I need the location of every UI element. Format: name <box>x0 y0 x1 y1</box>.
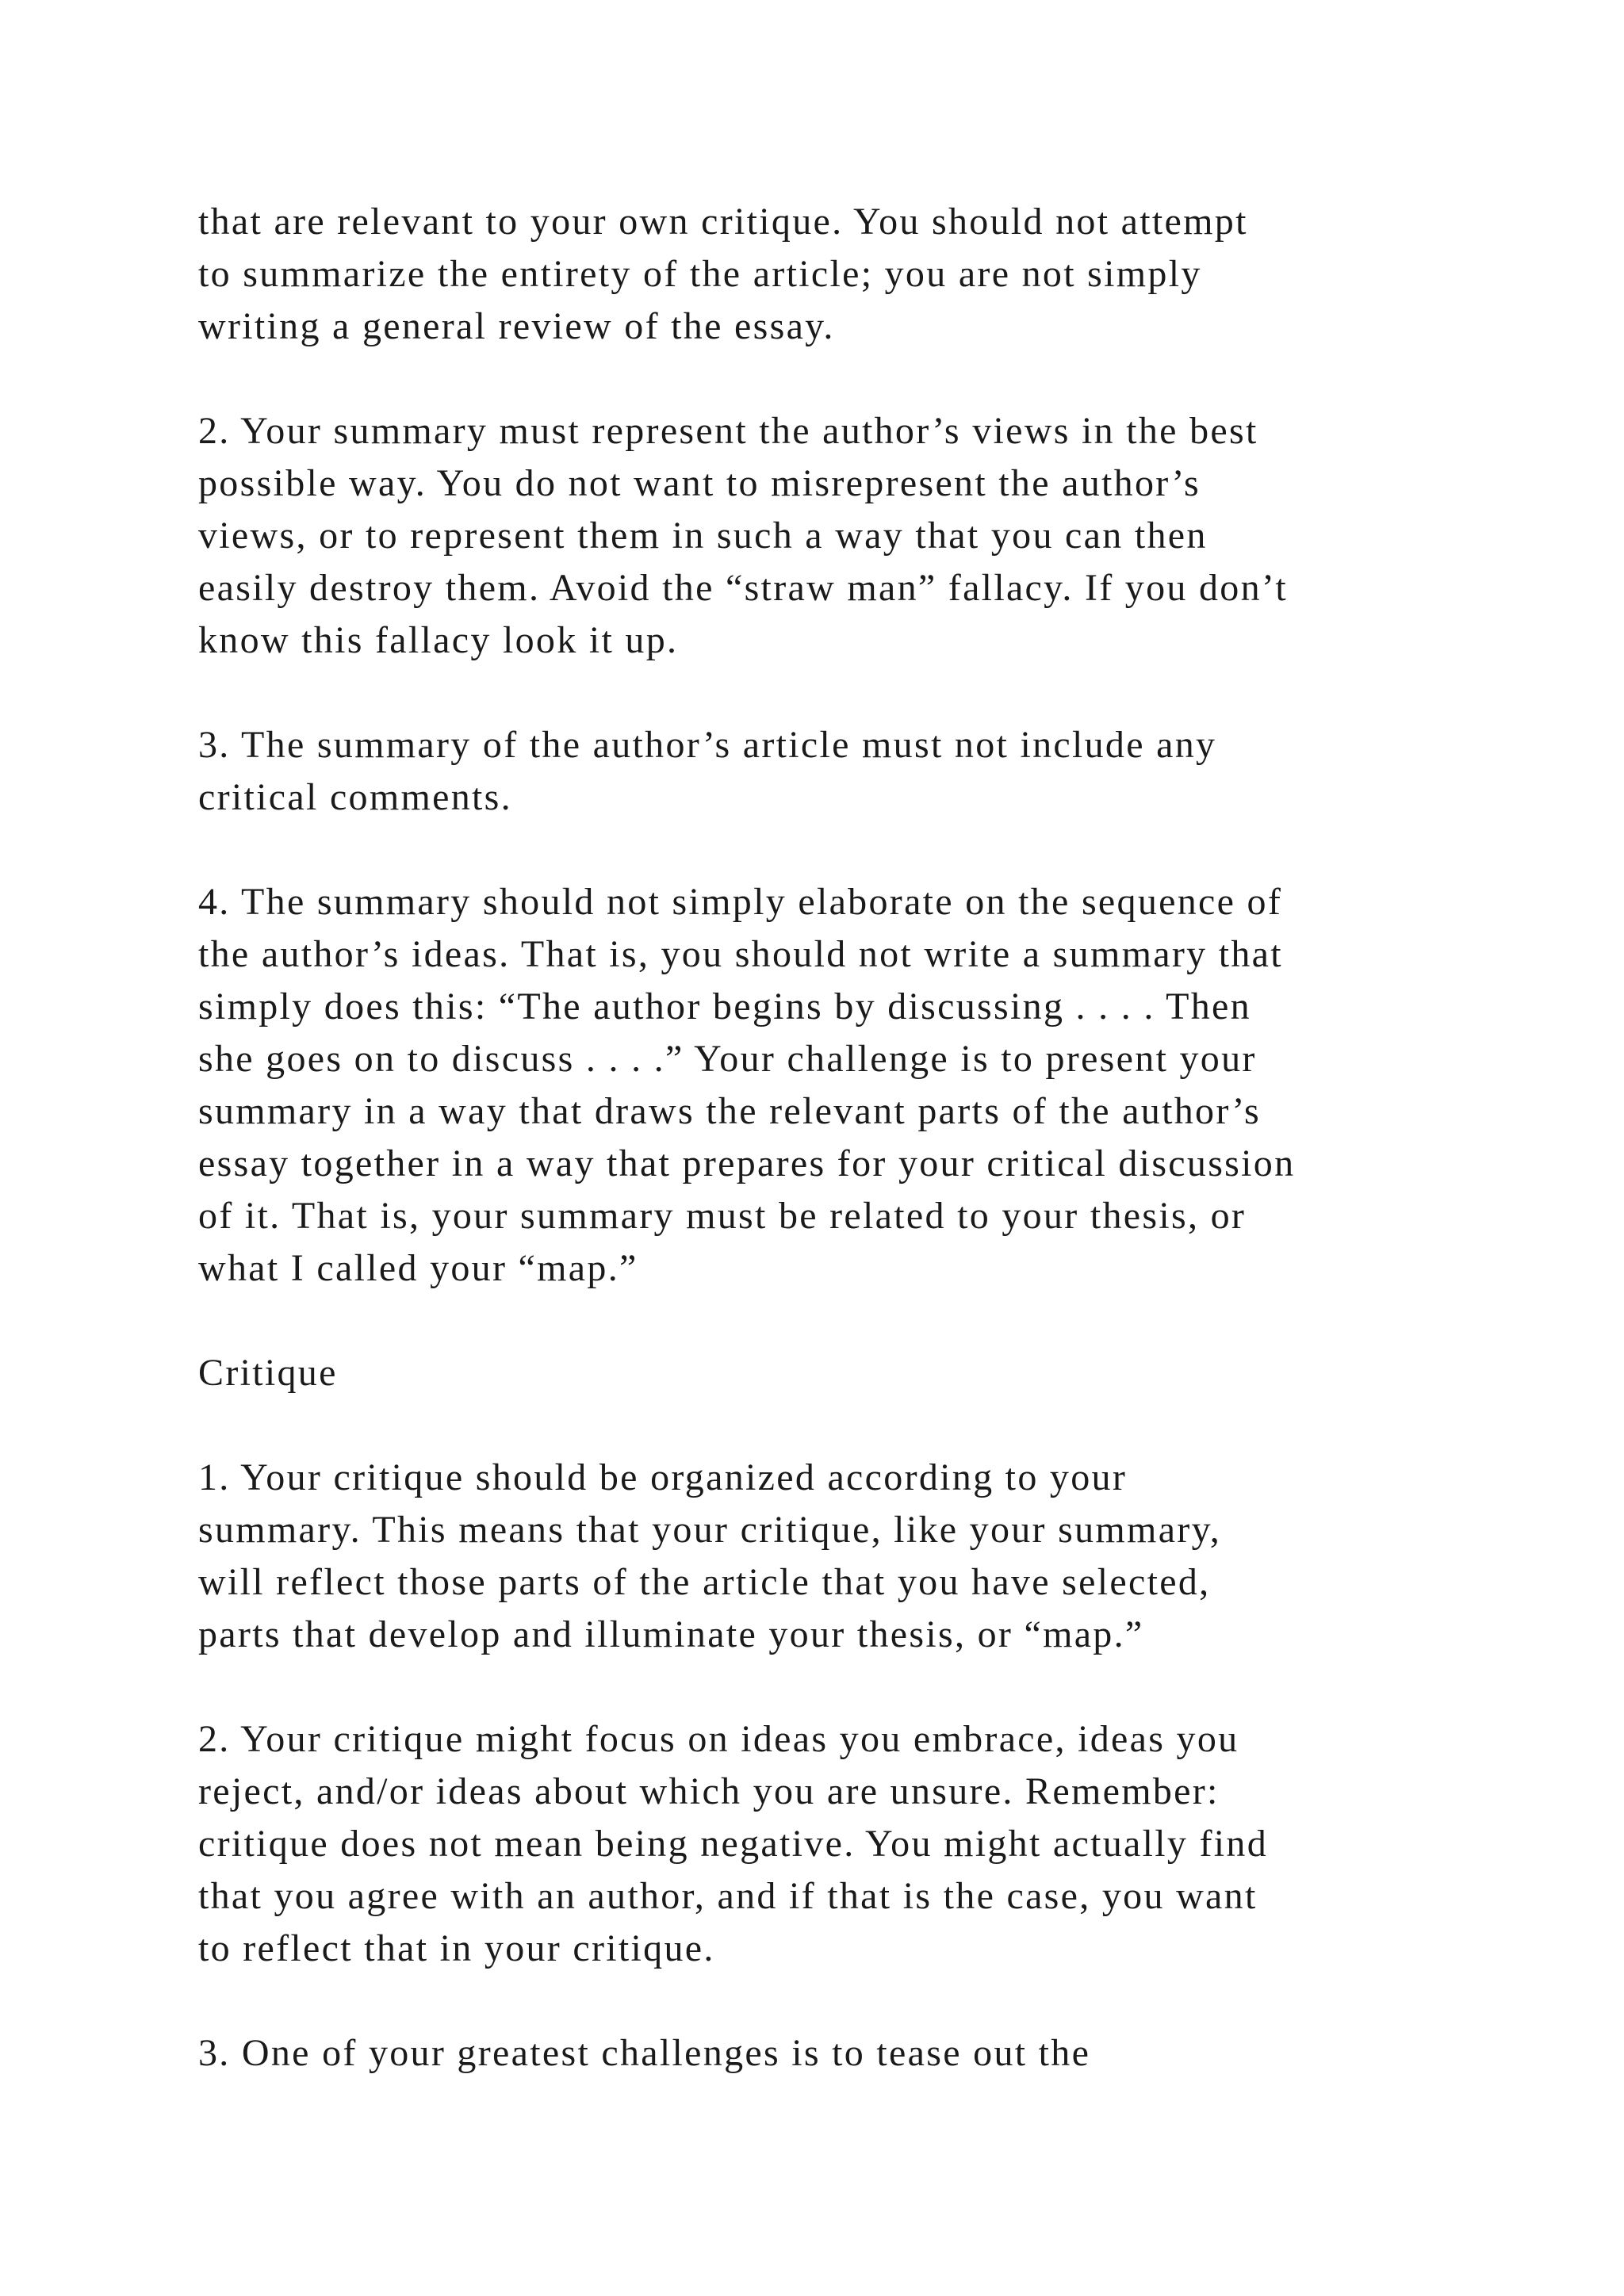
text-line: critical comments. <box>198 776 512 818</box>
text-line: parts that develop and illuminate your thesis, or “map.” <box>198 1613 1144 1655</box>
paragraph-critique-item-3 <box>198 2027 1515 2080</box>
paragraph-summary-item-4 <box>198 876 1515 1295</box>
text-line: views, or to represent them in such a way that you can then <box>198 515 1208 557</box>
paragraph-summary-item-3 <box>198 719 1515 824</box>
text-line: 3. The summary of the author’s article must not include any <box>198 724 1217 766</box>
text-line: that are relevant to your own critique. You should not attempt <box>198 201 1248 243</box>
text-line: know this fallacy look it up. <box>198 619 679 661</box>
paragraph-intro-continued <box>198 196 1515 353</box>
text-line: writing a general review of the essay. <box>198 305 835 347</box>
paragraph-critique-item-2 <box>198 1713 1515 1975</box>
text-line: will reflect those parts of the article that you have selected, <box>198 1561 1211 1603</box>
section-heading-text: Critique <box>198 1352 338 1394</box>
document-body <box>198 196 1515 2132</box>
text-line: of it. That is, your summary must be related to your thesis, or <box>198 1195 1247 1237</box>
text-line: 2. Your critique might focus on ideas you embrace, ideas you <box>198 1718 1239 1760</box>
text-line: to reflect that in your critique. <box>198 1927 715 1969</box>
text-line: what I called your “map.” <box>198 1247 638 1289</box>
text-line: to summarize the entirety of the article; you are not simply <box>198 253 1202 295</box>
text-line: 3. One of your greatest challenges is to tease out the <box>198 2032 1091 2074</box>
text-line: summary. This means that your critique, like your summary, <box>198 1509 1222 1551</box>
section-heading-critique <box>198 1347 1515 1399</box>
text-line: essay together in a way that prepares for your critical discussion <box>198 1142 1296 1184</box>
text-line: she goes on to discuss . . . .” Your challenge is to present your <box>198 1038 1257 1080</box>
text-line: critique does not mean being negative. You might actually find <box>198 1823 1269 1865</box>
text-line: reject, and/or ideas about which you are unsure. Remember: <box>198 1770 1220 1812</box>
text-line: 4. The summary should not simply elaborate on the sequence of <box>198 881 1283 923</box>
text-line: summary in a way that draws the relevant parts of the author’s <box>198 1090 1262 1132</box>
paragraph-critique-item-1 <box>198 1452 1515 1661</box>
text-line: simply does this: “The author begins by discussing . . . . Then <box>198 985 1251 1027</box>
text-line: that you agree with an author, and if that is the case, you want <box>198 1875 1258 1917</box>
text-line: easily destroy them. Avoid the “straw man” fallacy. If you don’t <box>198 567 1288 609</box>
text-line: 1. Your critique should be organized according to your <box>198 1456 1128 1498</box>
text-line: the author’s ideas. That is, you should not write a summary that <box>198 933 1283 975</box>
paragraph-summary-item-2 <box>198 405 1515 667</box>
text-line: possible way. You do not want to misrepresent the author’s <box>198 462 1201 504</box>
text-line: 2. Your summary must represent the author’s views in the best <box>198 410 1258 452</box>
